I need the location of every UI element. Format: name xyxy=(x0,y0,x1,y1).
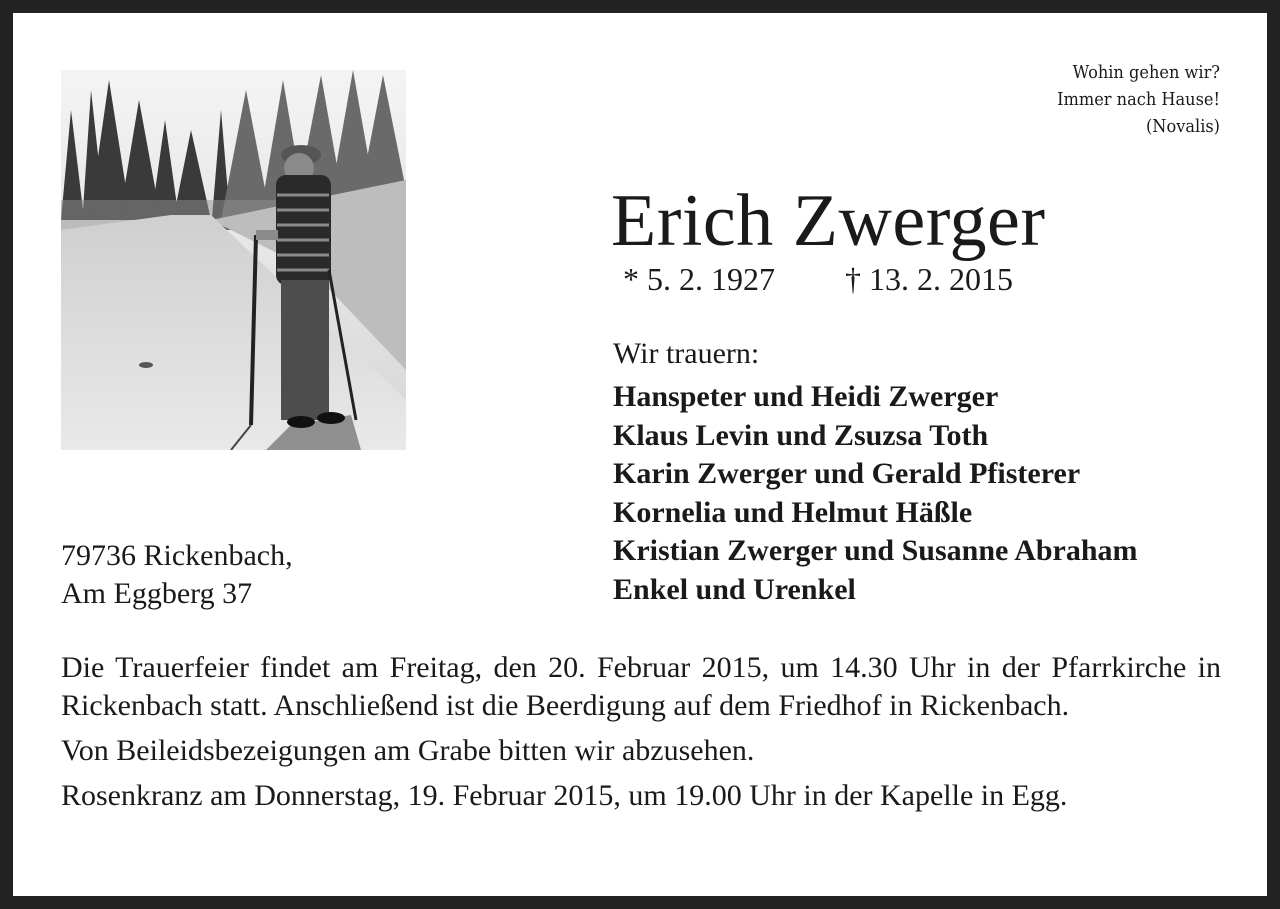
quote-line-2: Immer nach Hause! xyxy=(1057,89,1220,110)
portrait-photo xyxy=(61,70,406,450)
condolence-notice: Von Beileidsbezeigungen am Grabe bitten wir abzusehen. xyxy=(61,734,755,767)
mourner-name: Kristian Zwerger und Susanne Abraham xyxy=(613,534,1138,567)
quote xyxy=(1057,59,1220,140)
mourners-intro: Wir trauern: xyxy=(613,337,760,370)
funeral-notice: Die Trauerfeier findet am Freitag, den 20. Februar 2015, um 14.30 Uhr in der Pfarrkirche in Rickenbach statt. Anschließend ist die Beerdigung auf dem Friedhof in Rickenbach. xyxy=(61,651,1221,722)
mourners-list xyxy=(613,378,1138,609)
mourner-name: Hanspeter und Heidi Zwerger xyxy=(613,380,999,413)
photo-illustration xyxy=(61,70,406,450)
address-line-1: 79736 Rickenbach, xyxy=(61,539,293,572)
service-notices xyxy=(61,649,1221,815)
mourner-name: Klaus Levin und Zsuzsa Toth xyxy=(613,418,989,452)
rosary-notice: Rosenkranz am Donnerstag, 19. Februar 2015, um 19.00 Uhr in der Kapelle in Egg. xyxy=(61,779,1068,812)
deceased-name: Erich Zwerger xyxy=(611,180,1046,262)
birth-date: * 5. 2. 1927 xyxy=(623,261,775,297)
family-address xyxy=(61,537,293,613)
life-dates xyxy=(623,261,1013,297)
quote-line-1: Wohin gehen wir? xyxy=(1072,62,1220,83)
mourner-name: Kornelia und Helmut Häßle xyxy=(613,495,973,529)
mourner-name: Karin Zwerger und Gerald Pfisterer xyxy=(613,457,1081,490)
address-line-2: Am Eggberg 37 xyxy=(61,577,253,610)
death-date: † 13. 2. 2015 xyxy=(845,261,1013,297)
obituary-card xyxy=(13,13,1267,896)
mourner-name: Enkel und Urenkel xyxy=(613,572,856,606)
quote-author: (Novalis) xyxy=(1145,116,1220,137)
